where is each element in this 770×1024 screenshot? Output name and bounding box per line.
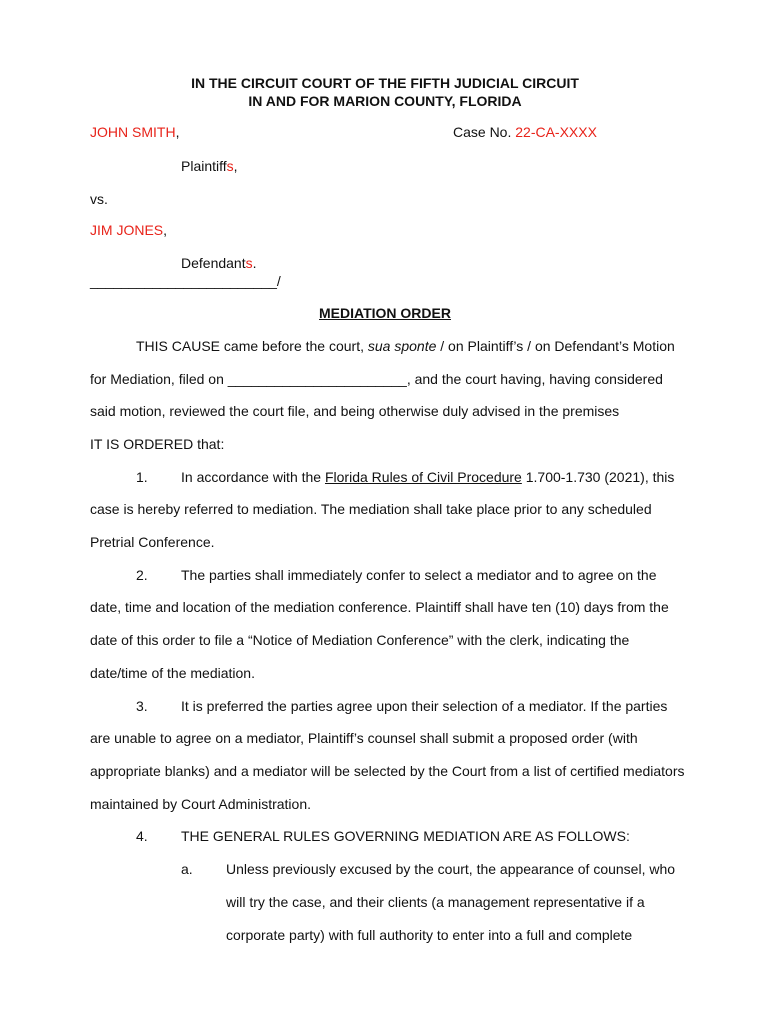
paragraph-2-line-2: date, time and location of the mediation conference. Plaintiff shall have ten (10) days from the bbox=[90, 599, 669, 615]
intro-line-1-text: THIS CAUSE came before the court, bbox=[136, 338, 368, 354]
defendant-role bbox=[181, 254, 257, 272]
paragraph-3-line-4: maintained by Court Administration. bbox=[90, 796, 311, 812]
defendant-comma: , bbox=[163, 222, 168, 238]
plaintiff-role-plural: s bbox=[226, 158, 234, 174]
document-title: MEDIATION ORDER bbox=[319, 305, 451, 321]
plaintiff-role-comma: , bbox=[233, 158, 238, 174]
defendant-role-period: . bbox=[252, 255, 257, 271]
versus: vs. bbox=[90, 191, 108, 207]
plaintiff-comma: , bbox=[175, 124, 180, 140]
paragraph-4-heading: THE GENERAL RULES GOVERNING MEDIATION ARE AS FOLLOWS: bbox=[181, 828, 630, 844]
paragraph-1-text: In accordance with the bbox=[181, 469, 325, 485]
defendant-role-text: Defendant bbox=[181, 255, 246, 271]
court-heading-line1: IN THE CIRCUIT COURT OF THE FIFTH JUDICIAL CIRCUIT bbox=[191, 75, 579, 91]
court-heading-line2: IN AND FOR MARION COUNTY, FLORIDA bbox=[248, 93, 522, 109]
case-number-label: Case No. bbox=[453, 124, 516, 140]
paragraph-2-number: 2. bbox=[136, 567, 148, 583]
sua-sponte: sua sponte bbox=[367, 338, 437, 354]
subparagraph-a-line-1: Unless previously excused by the court, the appearance of counsel, who bbox=[226, 861, 676, 877]
paragraph-2-line-1: The parties shall immediately confer to select a mediator and to agree on the bbox=[181, 567, 657, 583]
case-number bbox=[453, 123, 597, 141]
paragraph-1-number: 1. bbox=[136, 469, 148, 485]
caption-signature-line: ________________________/ bbox=[90, 273, 281, 289]
subparagraph-a-line-3: corporate party) with full authority to enter into a full and complete bbox=[226, 927, 633, 943]
plaintiff-role-text: Plaintiff bbox=[181, 158, 227, 174]
paragraph-2-line-4: date/time of the mediation. bbox=[90, 665, 255, 681]
subparagraph-a-letter: a. bbox=[181, 861, 193, 877]
it-is-ordered: IT IS ORDERED that: bbox=[90, 436, 225, 452]
plaintiff-name: JOHN SMITH bbox=[90, 124, 176, 140]
intro-line-1 bbox=[136, 337, 675, 355]
intro-line-1-rest: / on Plaintiff’s / on Defendant’s Motion bbox=[436, 338, 675, 354]
paragraph-3-line-2: are unable to agree on a mediator, Plaintiff’s counsel shall submit a proposed order (with bbox=[90, 730, 638, 746]
paragraph-3-line-1: It is preferred the parties agree upon their selection of a mediator. If the parties bbox=[181, 698, 668, 714]
plaintiff-line bbox=[90, 123, 179, 141]
paragraph-4-number: 4. bbox=[136, 828, 148, 844]
paragraph-1-text-rest: 1.700-1.730 (2021), this bbox=[521, 469, 675, 485]
paragraph-1-line-2: case is hereby referred to mediation. The mediation shall take place prior to any scheduled bbox=[90, 501, 652, 517]
paragraph-1-line-3: Pretrial Conference. bbox=[90, 534, 215, 550]
defendant-name: JIM JONES bbox=[90, 222, 164, 238]
paragraph-2-line-3: date of this order to file a “Notice of Mediation Conference” with the clerk, indicating the bbox=[90, 632, 630, 648]
paragraph-1-line-1 bbox=[181, 468, 674, 486]
paragraph-3-line-3: appropriate blanks) and a mediator will be selected by the Court from a list of certified mediators bbox=[90, 763, 685, 779]
defendant-role-plural: s bbox=[245, 255, 253, 271]
plaintiff-role bbox=[181, 157, 238, 175]
intro-line-3: said motion, reviewed the court file, and being otherwise duly advised in the premises bbox=[90, 403, 620, 419]
paragraph-3-number: 3. bbox=[136, 698, 148, 714]
subparagraph-a-line-2: will try the case, and their clients (a management representative if a bbox=[226, 894, 645, 910]
defendant-line bbox=[90, 221, 167, 239]
case-number-value: 22-CA-XXXX bbox=[515, 124, 597, 140]
florida-rules-reference: Florida Rules of Civil Procedure bbox=[324, 469, 522, 485]
intro-line-2: for Mediation, filed on _______________________, and the court having, having considered bbox=[90, 371, 663, 387]
